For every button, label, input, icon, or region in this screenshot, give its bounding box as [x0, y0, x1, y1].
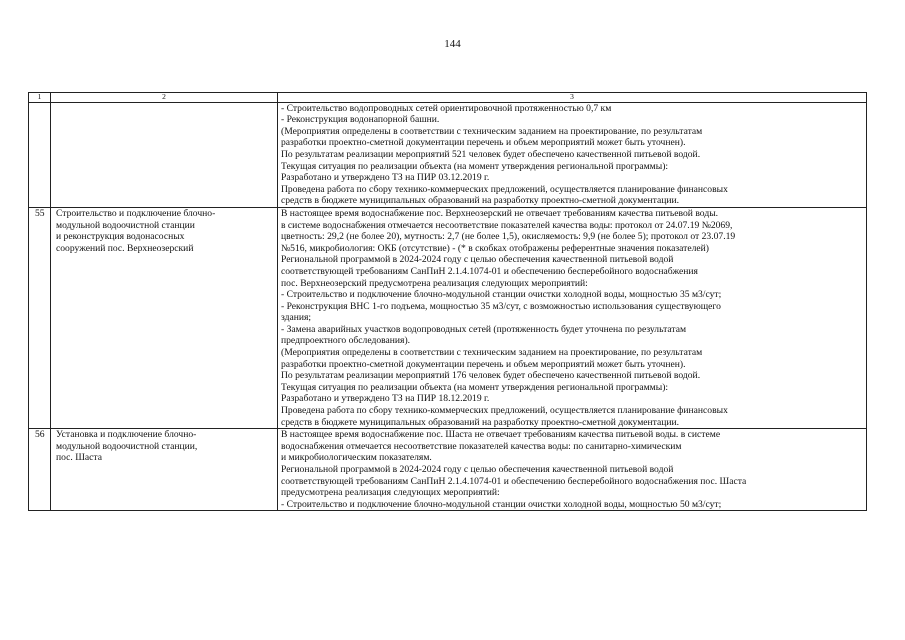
description-line: соответствующей требованиям СанПиН 2.1.4.1074-01 и обеспечению бесперебойного водоснабжения пос. Шаста — [281, 475, 747, 487]
description-cell — [278, 102, 867, 207]
description-line: и микробиологическим показателям. — [281, 452, 432, 464]
description-line: - Строительство водопроводных сетей ориентировочной протяженностью 0,7 км — [281, 102, 612, 114]
description-line: По результатам реализации мероприятий 521 человек будет обеспечено качественной питьевой водой. — [281, 148, 701, 160]
page-number: 144 — [444, 38, 461, 50]
description-line: №516, микробиология: ОКБ (отсутствие) - (* в скобках отображены референтные значения показателей) — [281, 242, 709, 254]
object-name-line: сооружений пос. Верхнеозерский — [56, 242, 194, 254]
object-name-cell — [51, 102, 278, 207]
object-name-line: Установка и подключение блочно- — [56, 429, 197, 441]
table-row — [29, 207, 867, 428]
object-name-line: Строительство и подключение блочно- — [56, 207, 216, 219]
description-line: В настоящее время водоснабжение пос. Верхнеозерский не отвечает требованиям качества питьевой воды. — [281, 207, 719, 219]
table-row — [29, 429, 867, 511]
description-line: Разработано и утверждено ТЗ на ПИР 18.12.2019 г. — [281, 393, 490, 405]
description-line: разработки проектно-сметной документации перечень и объем мероприятий может быть уточнен). — [281, 137, 686, 149]
description-line: Региональной программой в 2024-2024 году с целью обеспечения качественной питьевой водой — [281, 254, 674, 266]
header-col-2: 2 — [51, 93, 278, 103]
table-body — [29, 102, 867, 511]
description-line: - Реконструкция ВНС 1-го подъема, мощностью 35 м3/сут, с возможностью использования существующего — [281, 300, 721, 312]
description-line: предпроектного обследования). — [281, 335, 411, 347]
header-col-1: 1 — [29, 93, 51, 103]
description-line: Текущая ситуация по реализации объекта (на момент утверждения региональной программы): — [281, 160, 669, 172]
object-name-line: пос. Шаста — [56, 452, 102, 464]
description-line: Разработано и утверждено ТЗ на ПИР 03.12.2019 г. — [281, 172, 490, 184]
description-line: в системе водоснабжения отмечается несоответствие показателей качества воды: протокол от 24.07.19 №2069, — [281, 219, 733, 231]
description-line: средств в бюджете муниципальных образований на разработку проектно-сметной документации. — [281, 416, 680, 428]
description-line: Текущая ситуация по реализации объекта (на момент утверждения региональной программы): — [281, 381, 669, 393]
row-number: 56 — [29, 429, 51, 511]
description-line: пос. Верхнеозерский предусмотрена реализация следующих мероприятий: — [281, 277, 588, 289]
row-number — [29, 102, 51, 207]
description-cell — [278, 429, 867, 511]
row-number: 55 — [29, 207, 51, 428]
description-line: средств в бюджете муниципальных образований на разработку проектно-сметной документации. — [281, 195, 680, 207]
table-header — [29, 93, 867, 103]
table-row — [29, 102, 867, 207]
header-col-3: 3 — [278, 93, 867, 103]
description-line: - Строительство и подключение блочно-модульной станции очистки холодной воды, мощностью 35 м3/сут; — [281, 289, 722, 301]
object-name-cell — [51, 207, 278, 428]
description-line: разработки проектно-сметной документации перечень и объем мероприятий может быть уточнен). — [281, 358, 686, 370]
measures-table — [28, 92, 867, 511]
description-line: В настоящее время водоснабжение пос. Шаста не отвечает требованиям качества питьевой воды. в системе — [281, 429, 721, 441]
description-line: - Реконструкция водонапорной башни. — [281, 114, 440, 126]
description-line: Проведена работа по сбору технико-коммерческих предложений, осуществляется планирование финансовых — [281, 183, 728, 195]
description-line: цветность: 29,2 (не более 20), мутность: 2,7 (не более 1,5), окисляемость: 9,9 (не более 5); протокол от 23.07.19 — [281, 231, 736, 243]
description-cell — [278, 207, 867, 428]
description-line: здания; — [281, 312, 312, 324]
object-name-cell — [51, 429, 278, 511]
description-line: - Замена аварийных участков водопроводных сетей (протяженность будет уточнена по результатам — [281, 323, 687, 335]
description-line: Региональной программой в 2024-2024 году с целью обеспечения качественной питьевой водой — [281, 464, 674, 475]
object-name-line: модульной водоочистной станции, — [56, 440, 198, 452]
description-line: (Мероприятия определены в соответствии с техническим заданием на проектирование, по результатам — [281, 125, 703, 137]
description-line: предусмотрена реализация следующих мероприятий: — [281, 487, 500, 499]
description-line: Проведена работа по сбору технико-коммерческих предложений, осуществляется планирование финансовых — [281, 405, 728, 417]
description-line: водоснабжения отмечается несоответствие показателей качества воды: по санитарно-химическим — [281, 440, 682, 452]
description-line: (Мероприятия определены в соответствии с техническим заданием на проектирование, по результатам — [281, 347, 703, 359]
object-name-line: модульной водоочистной станции — [56, 219, 195, 231]
header-row — [29, 93, 867, 103]
description-line: - Строительство и подключение блочно-модульной станции очистки холодной воды, мощностью 50 м3/сут; — [281, 498, 722, 510]
object-name-line: и реконструкция водонасосных — [56, 231, 185, 243]
description-line: По результатам реализации мероприятий 176 человек будет обеспечено качественной питьевой водой. — [281, 370, 701, 382]
description-line: соответствующей требованиям СанПиН 2.1.4.1074-01 и обеспечению бесперебойного водоснабжения — [281, 265, 698, 277]
